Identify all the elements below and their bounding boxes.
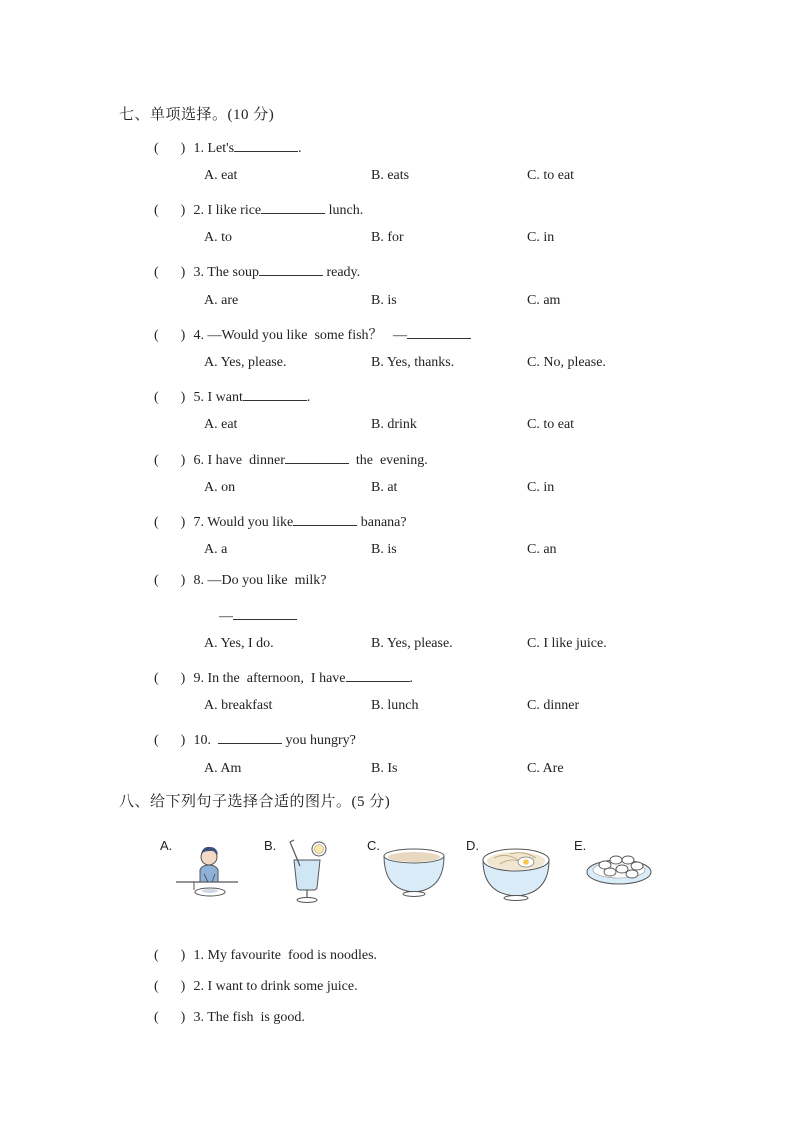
question-number: 9. bbox=[193, 671, 204, 686]
option-b[interactable]: B. eats bbox=[371, 168, 410, 183]
juice-glass-icon bbox=[264, 838, 334, 908]
option-c[interactable]: C. to eat bbox=[527, 168, 575, 183]
answer-blank[interactable] bbox=[346, 667, 410, 682]
option-b[interactable]: B. at bbox=[371, 480, 398, 495]
question-text: I want to drink some juice. bbox=[207, 979, 358, 994]
answer-paren[interactable]: ( ) bbox=[154, 515, 186, 530]
question-text: The fish is good. bbox=[207, 1010, 305, 1025]
question-text-post: . bbox=[409, 671, 413, 686]
picture-d bbox=[466, 838, 551, 908]
dumpling-plate-icon bbox=[574, 838, 656, 908]
answer-blank[interactable] bbox=[293, 511, 357, 526]
question-text-post: . bbox=[298, 141, 302, 156]
option-b[interactable]: B. drink bbox=[371, 417, 417, 432]
picture-label: A. bbox=[160, 838, 173, 853]
question-9 bbox=[154, 667, 413, 687]
option-c[interactable]: C. dinner bbox=[527, 698, 580, 713]
option-b[interactable]: B. for bbox=[371, 230, 404, 245]
option-a[interactable]: A. are bbox=[204, 293, 239, 308]
question-8 bbox=[154, 573, 327, 589]
section-7-points: (10 分) bbox=[227, 107, 275, 123]
answer-paren[interactable]: ( ) bbox=[154, 671, 186, 686]
noodle-bowl-icon bbox=[466, 838, 551, 908]
answer-blank[interactable] bbox=[234, 137, 298, 152]
answer-paren[interactable]: ( ) bbox=[154, 203, 186, 218]
picture-label: D. bbox=[466, 838, 479, 853]
question-text-post: banana? bbox=[357, 515, 407, 530]
option-c[interactable]: C. am bbox=[527, 293, 561, 308]
question-4 bbox=[154, 324, 471, 344]
option-b[interactable]: B. Is bbox=[371, 761, 398, 776]
question-text-pre: I have dinner bbox=[207, 453, 285, 468]
option-a[interactable]: A. eat bbox=[204, 417, 238, 432]
question-7 bbox=[154, 511, 407, 531]
question-3 bbox=[154, 261, 360, 281]
question-number: 8. bbox=[193, 573, 204, 588]
section-8-title bbox=[119, 790, 390, 811]
question-number: 3. bbox=[193, 265, 204, 280]
dash: — bbox=[219, 609, 233, 624]
question-text-pre: —Would you like some fish？ — bbox=[207, 328, 408, 343]
option-c[interactable]: C. in bbox=[527, 480, 555, 495]
question-text-post: ready. bbox=[322, 265, 361, 280]
option-b[interactable]: B. is bbox=[371, 293, 397, 308]
question-number: 5. bbox=[193, 390, 204, 405]
question-text-post: lunch. bbox=[325, 203, 364, 218]
question-text-post: you hungry? bbox=[282, 733, 356, 748]
question-text-pre: Would you like bbox=[207, 515, 294, 530]
question-number: 1. bbox=[193, 141, 204, 156]
question-1 bbox=[154, 137, 302, 157]
option-c[interactable]: C. in bbox=[527, 230, 555, 245]
question-text-pre: —Do you like milk? bbox=[207, 573, 327, 588]
question-number: 10. bbox=[193, 733, 211, 748]
question-text-pre: I want bbox=[207, 390, 243, 405]
picture-a bbox=[160, 838, 240, 908]
question-text-pre: The soup bbox=[207, 265, 259, 280]
question-number: 2. bbox=[193, 979, 204, 994]
picture-label: E. bbox=[574, 838, 587, 853]
option-a[interactable]: A. breakfast bbox=[204, 698, 273, 713]
question-5 bbox=[154, 386, 310, 406]
section-8-title-text: 八、给下列句子选择合适的图片。 bbox=[119, 792, 352, 810]
answer-paren[interactable]: ( ) bbox=[154, 390, 186, 405]
answer-paren[interactable]: ( ) bbox=[154, 265, 186, 280]
question-text-post: . bbox=[306, 390, 311, 405]
option-a[interactable]: A. to bbox=[204, 230, 232, 245]
picture-label: C. bbox=[367, 838, 380, 853]
soup-bowl-icon bbox=[367, 838, 449, 908]
question-text: My favourite food is noodles. bbox=[207, 948, 378, 963]
matching-question-1 bbox=[154, 948, 377, 964]
option-a[interactable]: A. Am bbox=[204, 761, 242, 776]
section-8-points: (5 分) bbox=[351, 794, 391, 810]
question-number: 2. bbox=[193, 203, 204, 218]
answer-blank[interactable] bbox=[285, 449, 349, 464]
option-b[interactable]: B. lunch bbox=[371, 698, 419, 713]
answer-paren[interactable]: ( ) bbox=[154, 948, 186, 963]
picture-c bbox=[367, 838, 449, 908]
option-c[interactable]: C. to eat bbox=[527, 417, 575, 432]
question-text-post: the evening. bbox=[348, 453, 428, 468]
section-7-title bbox=[119, 103, 274, 124]
question-number: 4. bbox=[193, 328, 204, 343]
answer-blank[interactable] bbox=[259, 261, 323, 276]
matching-question-3 bbox=[154, 1010, 305, 1026]
picture-e bbox=[574, 838, 656, 908]
answer-blank[interactable] bbox=[243, 386, 307, 401]
picture-b bbox=[264, 838, 334, 908]
option-c[interactable]: C. an bbox=[527, 542, 557, 557]
option-a[interactable]: A. on bbox=[204, 480, 236, 495]
question-text-pre: Let's bbox=[207, 141, 235, 156]
option-b[interactable]: B. is bbox=[371, 542, 397, 557]
option-c[interactable]: C. I like juice. bbox=[527, 636, 607, 651]
question-10 bbox=[154, 729, 356, 749]
question-number: 3. bbox=[193, 1010, 204, 1025]
option-a[interactable]: A. a bbox=[204, 542, 228, 557]
answer-paren[interactable]: ( ) bbox=[154, 1010, 186, 1025]
answer-paren[interactable]: ( ) bbox=[154, 733, 186, 748]
answer-paren[interactable]: ( ) bbox=[154, 328, 186, 343]
answer-blank[interactable] bbox=[218, 729, 282, 744]
option-a[interactable]: A. eat bbox=[204, 168, 238, 183]
question-2 bbox=[154, 199, 363, 219]
question-text-pre: I like rice bbox=[207, 203, 262, 218]
question-number: 7. bbox=[193, 515, 204, 530]
answer-paren[interactable]: ( ) bbox=[154, 141, 186, 156]
answer-paren[interactable]: ( ) bbox=[154, 979, 186, 994]
answer-blank[interactable] bbox=[407, 324, 471, 339]
option-a[interactable]: A. Yes, please. bbox=[204, 355, 287, 370]
question-number: 1. bbox=[193, 948, 204, 963]
boy-eating-icon bbox=[160, 838, 240, 908]
answer-paren[interactable]: ( ) bbox=[154, 573, 186, 588]
matching-question-2 bbox=[154, 979, 358, 995]
section-7-title-text: 七、单项选择。 bbox=[119, 105, 228, 123]
option-b[interactable]: B. Yes, thanks. bbox=[371, 355, 455, 370]
answer-paren[interactable]: ( ) bbox=[154, 453, 186, 468]
picture-label: B. bbox=[264, 838, 277, 853]
answer-blank[interactable] bbox=[233, 605, 297, 620]
option-a[interactable]: A. Yes, I do. bbox=[204, 636, 274, 651]
question-text-pre: In the afternoon, I have bbox=[207, 671, 346, 686]
question-8-answer-line bbox=[219, 605, 297, 625]
option-c[interactable]: C. Are bbox=[527, 761, 564, 776]
question-6 bbox=[154, 449, 428, 469]
question-number: 6. bbox=[193, 453, 204, 468]
option-b[interactable]: B. Yes, please. bbox=[371, 636, 453, 651]
option-c[interactable]: C. No, please. bbox=[527, 355, 606, 370]
answer-blank[interactable] bbox=[261, 199, 325, 214]
